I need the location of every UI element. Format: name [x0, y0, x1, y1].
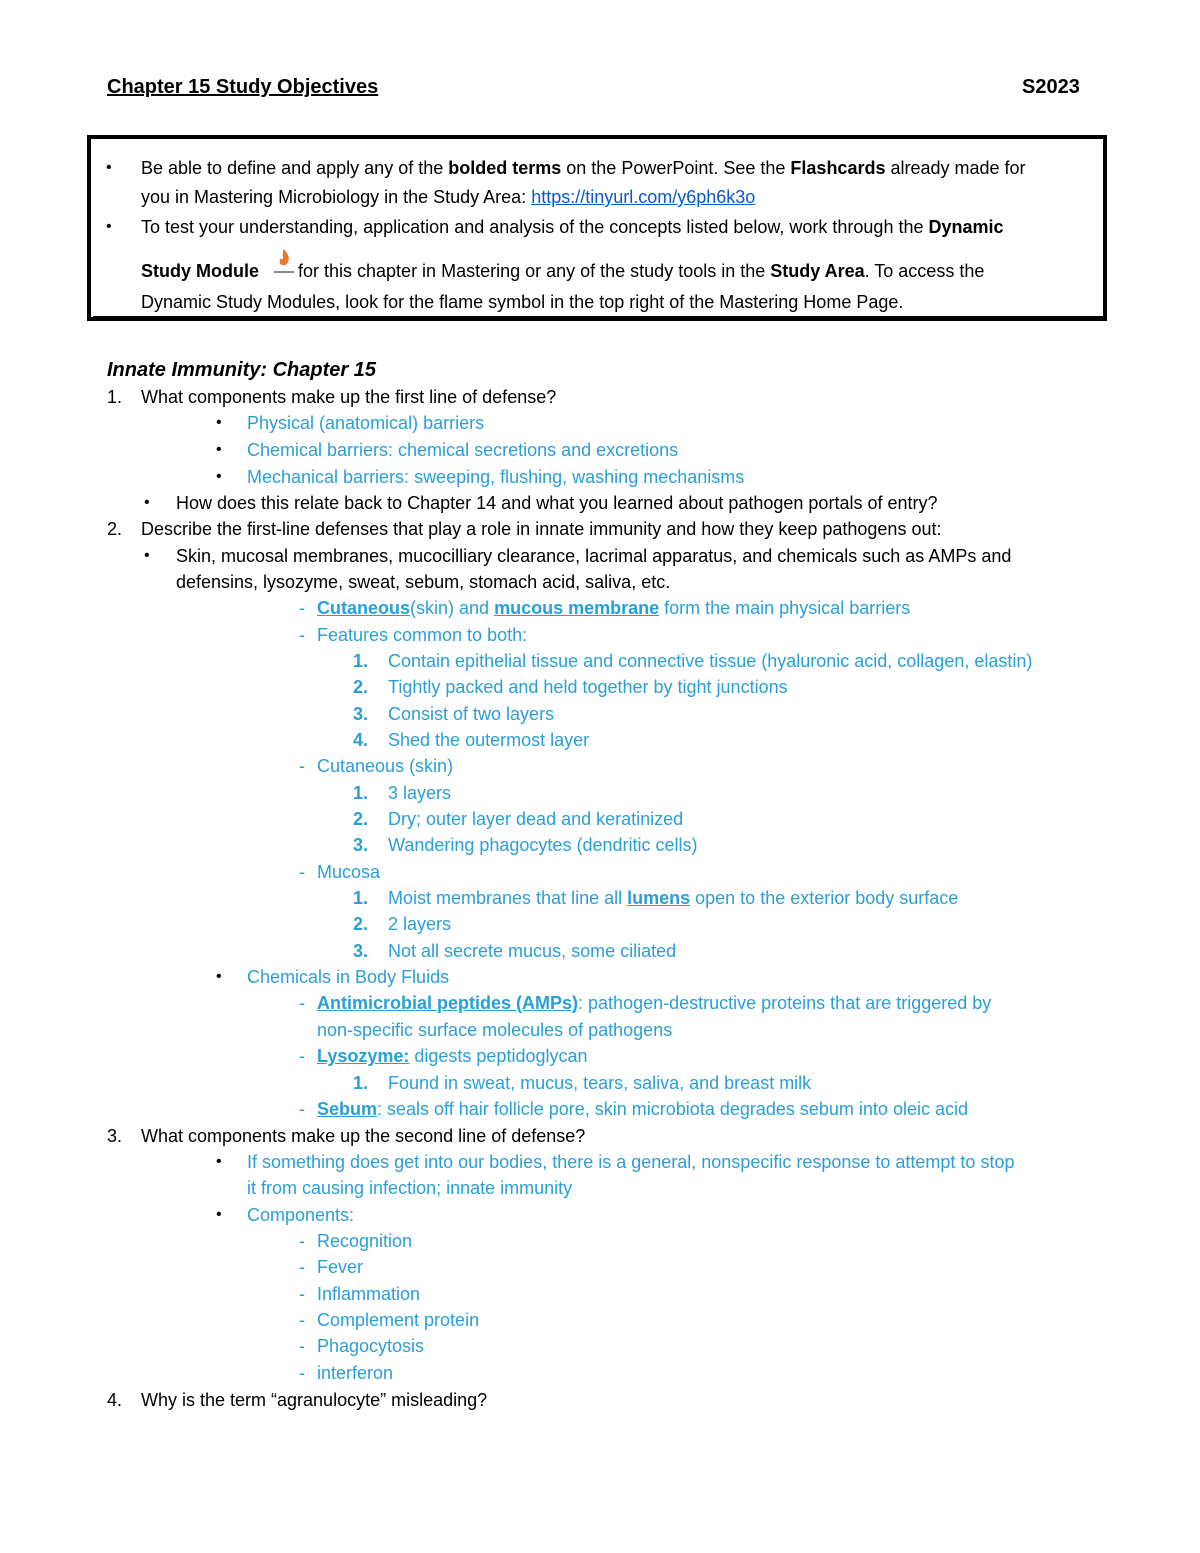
- q1-item: Mechanical barriers: sweeping, flushing, washing mechanisms: [247, 467, 745, 487]
- section-title: Innate Immunity: Chapter 15: [107, 359, 376, 381]
- question-3: What components make up the second line of defense?: [141, 1126, 586, 1146]
- dash-marker: -: [299, 1231, 305, 1251]
- bold-text: Flashcards: [790, 158, 886, 178]
- q3-bullet-1-cont: it from causing infection; innate immunity: [247, 1178, 573, 1198]
- study-area-link[interactable]: https://tinyurl.com/y6ph6k3o: [531, 187, 756, 207]
- question-2: Describe the first-line defenses that play a role in innate immunity and how they keep pathogens out:: [141, 519, 942, 539]
- mucosa-feature: [388, 887, 958, 909]
- component-item: Recognition: [317, 1231, 413, 1251]
- box-bullet-2-line-3: Dynamic Study Modules, look for the flame symbol in the top right of the Mastering Home Page.: [141, 292, 904, 312]
- q2-detail-common: Features common to both:: [317, 625, 528, 645]
- cutaneous-feature: Dry; outer layer dead and keratinized: [388, 809, 684, 829]
- dash-marker: -: [299, 598, 305, 618]
- q3-bullet-2: Components:: [247, 1205, 355, 1225]
- bullet-icon: •: [216, 441, 222, 458]
- q2-detail-mucosa: Mucosa: [317, 862, 381, 882]
- dash-marker: -: [299, 1363, 305, 1383]
- text-span: (skin) and: [410, 598, 495, 618]
- dash-marker: -: [299, 1284, 305, 1304]
- term-amps: Antimicrobial peptides (AMPs): [317, 993, 579, 1013]
- q2-detail-cutaneous: Cutaneous (skin): [317, 756, 454, 776]
- number-marker: 3.: [353, 941, 369, 961]
- q2-bullet-1: Skin, mucosal membranes, mucocilliary clearance, lacrimal apparatus, and chemicals such as AMPs and: [176, 546, 1012, 566]
- text-span: digests peptidoglycan: [409, 1046, 588, 1066]
- text-span: open to the exterior body surface: [690, 888, 959, 908]
- bold-text: bolded terms: [448, 158, 562, 178]
- bullet-icon: •: [144, 494, 150, 511]
- bullet-icon: •: [216, 414, 222, 431]
- bullet-icon: •: [216, 968, 222, 985]
- bullet-icon: •: [216, 1206, 222, 1223]
- common-feature: Shed the outermost layer: [388, 730, 590, 750]
- number-marker: 1.: [353, 783, 369, 803]
- dash-marker: -: [299, 625, 305, 645]
- mucosa-feature: Not all secrete mucus, some ciliated: [388, 941, 677, 961]
- q2-detail-barriers: [317, 597, 910, 619]
- question-1: What components make up the first line of defense?: [141, 387, 557, 407]
- term-lysozyme: Lysozyme:: [317, 1046, 410, 1066]
- number-marker: 1.: [353, 651, 369, 671]
- box-bullet-1-line-1: [141, 157, 1026, 179]
- text-span: form the main physical barriers: [659, 598, 911, 618]
- sebum-definition: [317, 1098, 968, 1120]
- term-sebum: Sebum: [317, 1099, 378, 1119]
- bold-text: Dynamic: [928, 217, 1004, 237]
- bullet-icon: •: [106, 218, 112, 235]
- question-number: 4.: [107, 1390, 123, 1410]
- q2-bullet-2: Chemicals in Body Fluids: [247, 967, 450, 987]
- bold-text: Study Area: [770, 261, 865, 281]
- cutaneous-feature: 3 layers: [388, 783, 452, 803]
- page-title: Chapter 15 Study Objectives: [107, 76, 379, 98]
- number-marker: 1.: [353, 1073, 369, 1093]
- amp-definition-cont: non-specific surface molecules of pathogens: [317, 1020, 673, 1040]
- text-span: on the PowerPoint. See the: [561, 158, 791, 178]
- term-lumens: lumens: [627, 888, 691, 908]
- dash-marker: -: [299, 1310, 305, 1330]
- number-marker: 3.: [353, 835, 369, 855]
- common-feature: Consist of two layers: [388, 704, 555, 724]
- number-marker: 2.: [353, 809, 369, 829]
- box-bullet-2-line-1: [141, 216, 1004, 238]
- question-number: 2.: [107, 519, 123, 539]
- text-span: Moist membranes that line all: [388, 888, 628, 908]
- dash-marker: -: [299, 1336, 305, 1356]
- component-item: Phagocytosis: [317, 1336, 425, 1356]
- bullet-icon: •: [216, 1153, 222, 1170]
- question-number: 1.: [107, 387, 123, 407]
- number-marker: 4.: [353, 730, 369, 750]
- q1-followup: How does this relate back to Chapter 14 and what you learned about pathogen portals of entry?: [176, 493, 938, 513]
- common-feature: Contain epithelial tissue and connective tissue (hyaluronic acid, collagen, elastin): [388, 651, 1033, 671]
- question-4: Why is the term “agranulocyte” misleading?: [141, 1390, 488, 1410]
- lysozyme-definition: [317, 1045, 588, 1067]
- mucosa-feature: 2 layers: [388, 914, 452, 934]
- number-marker: 3.: [353, 704, 369, 724]
- dash-marker: -: [299, 1257, 305, 1277]
- box-divider: [93, 316, 1105, 317]
- text-span: already made for: [885, 158, 1026, 178]
- dash-marker: -: [299, 1099, 305, 1119]
- dash-marker: -: [299, 756, 305, 776]
- component-item: Complement protein: [317, 1310, 480, 1330]
- common-feature: Tightly packed and held together by tight junctions: [388, 677, 788, 697]
- q1-item: Physical (anatomical) barriers: [247, 413, 485, 433]
- component-item: Inflammation: [317, 1284, 421, 1304]
- bullet-icon: •: [106, 159, 112, 176]
- number-marker: 1.: [353, 888, 369, 908]
- box-bullet-1-line-2: [141, 186, 755, 208]
- cutaneous-feature: Wandering phagocytes (dendritic cells): [388, 835, 698, 855]
- dash-marker: -: [299, 862, 305, 882]
- q1-item: Chemical barriers: chemical secretions and excretions: [247, 440, 679, 460]
- bullet-icon: •: [144, 547, 150, 564]
- text-span: : seals off hair follicle pore, skin microbiota degrades sebum into oleic acid: [377, 1099, 968, 1119]
- text-span: you in Mastering Microbiology in the Study Area:: [141, 187, 532, 207]
- box-bullet-2-line-2: [141, 260, 984, 282]
- text-span: To test your understanding, application and analysis of the concepts listed below, work through the: [141, 217, 929, 237]
- q3-bullet-1: If something does get into our bodies, there is a general, nonspecific response to attempt to stop: [247, 1152, 1015, 1172]
- q2-bullet-1-cont: defensins, lysozyme, sweat, sebum, stomach acid, saliva, etc.: [176, 572, 671, 592]
- question-number: 3.: [107, 1126, 123, 1146]
- number-marker: 2.: [353, 677, 369, 697]
- term-label: S2023: [1022, 76, 1080, 98]
- text-span: . To access the: [864, 261, 985, 281]
- dash-marker: -: [299, 1046, 305, 1066]
- amp-definition: [317, 992, 991, 1014]
- bullet-icon: •: [216, 468, 222, 485]
- text-span: : pathogen-destructive proteins that are triggered by: [578, 993, 992, 1013]
- flame-icon: [271, 247, 297, 275]
- dash-marker: -: [299, 993, 305, 1013]
- text-span: for this chapter in Mastering or any of the study tools in the: [293, 261, 771, 281]
- text-span: Be able to define and apply any of the: [141, 158, 449, 178]
- number-marker: 2.: [353, 914, 369, 934]
- term-mucous-membrane: mucous membrane: [494, 598, 660, 618]
- bold-text: Study Module: [141, 261, 259, 281]
- lysozyme-location: Found in sweat, mucus, tears, saliva, and breast milk: [388, 1073, 812, 1093]
- component-item: Fever: [317, 1257, 364, 1277]
- component-item: interferon: [317, 1363, 394, 1383]
- term-cutaneous: Cutaneous: [317, 598, 411, 618]
